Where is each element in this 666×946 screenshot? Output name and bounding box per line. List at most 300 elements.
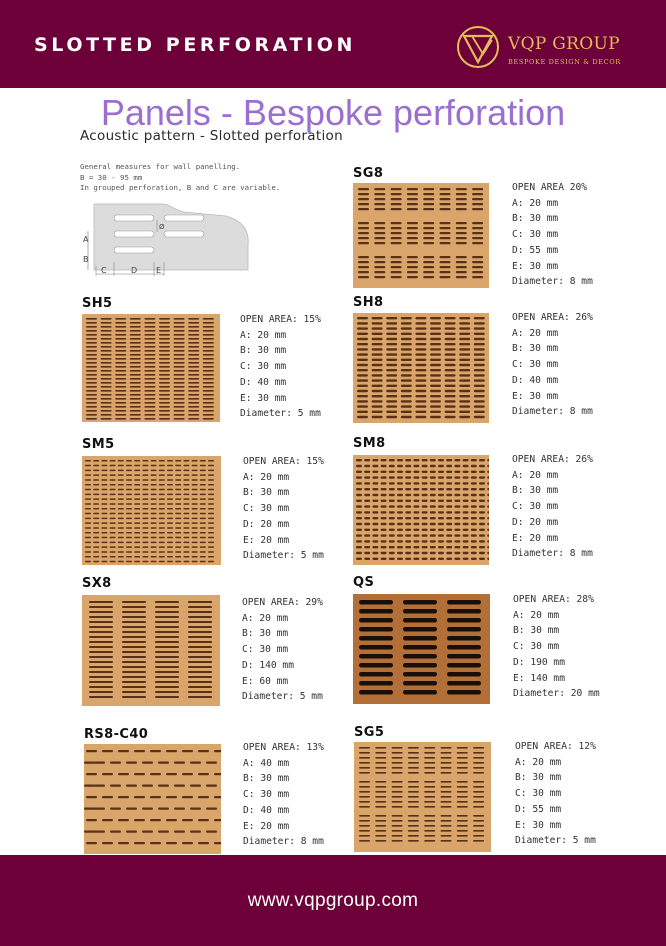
slot-mark [459, 317, 470, 319]
slot-mark [372, 494, 378, 496]
slot-mark [167, 556, 173, 558]
slot-mark [159, 551, 165, 553]
slot-mark [130, 382, 141, 384]
slot-mark [372, 405, 383, 407]
slot-mark [445, 379, 456, 381]
slot-mark [203, 326, 214, 328]
slot-mark [93, 522, 99, 524]
slot-mark [86, 354, 97, 356]
dimension-label-diameter: Ø [159, 223, 165, 231]
slot-mark [208, 489, 214, 491]
slot-mark [110, 494, 116, 496]
slot-mark [474, 359, 485, 361]
slot-mark [126, 518, 132, 520]
slot-mark [381, 523, 387, 525]
slot-mark [401, 390, 412, 392]
slot-mark [473, 806, 484, 808]
slot-mark [126, 522, 132, 524]
slot-mark [430, 517, 436, 519]
slot-mark [392, 840, 403, 842]
slot-mark [188, 354, 199, 356]
slot-mark [159, 370, 170, 372]
slot-mark [479, 517, 485, 519]
dimension-label-b: B [83, 255, 89, 264]
slot-mark [357, 369, 368, 371]
slot-mark [413, 494, 419, 496]
slot-mark [430, 465, 436, 467]
slot-mark [471, 540, 477, 542]
slot-mark [101, 330, 112, 332]
slot-mark [430, 552, 436, 554]
slot-mark [159, 410, 170, 412]
slot-mark [446, 511, 452, 513]
slot-mark [413, 511, 419, 513]
slot-mark [200, 503, 206, 505]
slot-mark [151, 470, 157, 472]
slot-mark [130, 326, 141, 328]
slot-mark [183, 561, 189, 563]
slot-mark [190, 808, 201, 810]
slot-mark [438, 482, 444, 484]
slot-mark [423, 232, 434, 234]
slot-mark [183, 513, 189, 515]
slot-mark [403, 690, 437, 695]
slot-mark [415, 333, 426, 335]
slot-mark [423, 261, 434, 263]
slot-mark [408, 830, 419, 832]
slot-mark [474, 405, 485, 407]
slot-mark [413, 546, 419, 548]
slot-mark [144, 418, 155, 420]
slot-mark [430, 338, 441, 340]
slot-mark [134, 489, 140, 491]
slot-mark [188, 374, 199, 376]
slot-mark [440, 203, 451, 205]
slot-mark [372, 511, 378, 513]
slot-mark [375, 830, 386, 832]
slot-mark [101, 513, 107, 515]
slot-mark [93, 508, 99, 510]
slot-mark [405, 523, 411, 525]
slot-mark [134, 537, 140, 539]
slot-mark [463, 488, 469, 490]
slot-mark [358, 188, 369, 190]
slot-mark [110, 498, 116, 500]
slot-mark [192, 489, 198, 491]
slot-mark [375, 772, 386, 774]
slot-mark [151, 518, 157, 520]
slot-mark [151, 489, 157, 491]
slot-mark [159, 406, 170, 408]
slot-mark [440, 276, 451, 278]
slot-mark [208, 503, 214, 505]
slot-mark [85, 508, 91, 510]
slot-mark [122, 616, 146, 618]
spec-c: C: 30 mm [512, 501, 559, 513]
specs-sm5 [243, 454, 324, 564]
slot-mark [93, 561, 99, 563]
slot-mark [192, 551, 198, 553]
slot-mark [110, 556, 116, 558]
slot-mark [86, 386, 97, 388]
slot-mark [413, 482, 419, 484]
slot-mark [389, 511, 395, 513]
slot-mark [118, 750, 129, 752]
slot-mark [101, 358, 112, 360]
slot-mark [364, 517, 370, 519]
slot-mark [208, 498, 214, 500]
open-area-value: OPEN AREA: 28% [513, 594, 594, 605]
slot-mark [122, 611, 146, 613]
slot-mark [391, 208, 402, 210]
slot-mark [415, 411, 426, 413]
slot-mark [144, 346, 155, 348]
slot-mark [457, 801, 468, 803]
spec-a: A: 20 mm [512, 197, 559, 209]
slot-mark [122, 656, 146, 658]
slot-mark [159, 318, 170, 320]
slot-mark [471, 482, 477, 484]
slot-mark [447, 654, 481, 659]
slot-mark [126, 494, 132, 496]
slot-mark [386, 333, 397, 335]
slot-mark [86, 402, 97, 404]
header-bar [0, 0, 666, 88]
slot-mark [391, 198, 402, 200]
slot-mark [183, 518, 189, 520]
slot-mark [479, 529, 485, 531]
slot-mark [372, 482, 378, 484]
slot-mark [159, 470, 165, 472]
slot-mark [381, 465, 387, 467]
slot-mark [85, 513, 91, 515]
slot-mark [183, 556, 189, 558]
slot-mark [463, 476, 469, 478]
slot-mark [415, 416, 426, 418]
slot-mark [192, 479, 198, 481]
slot-mark [208, 518, 214, 520]
slot-mark [473, 747, 484, 749]
slot-mark [183, 494, 189, 496]
slot-mark [459, 390, 470, 392]
slot-mark [372, 500, 378, 502]
slot-mark [424, 762, 435, 764]
slot-mark [174, 398, 185, 400]
slot-mark [454, 534, 460, 536]
slot-mark [357, 359, 368, 361]
slot-mark [391, 232, 402, 234]
slot-mark [130, 410, 141, 412]
slot-mark [155, 651, 179, 653]
slot-mark [188, 382, 199, 384]
panel-sm5 [82, 456, 221, 565]
slot-mark [110, 460, 116, 462]
slot-mark [174, 334, 185, 336]
slot-mark [86, 406, 97, 408]
slot-mark [208, 494, 214, 496]
slot-mark [381, 459, 387, 461]
slot-mark [386, 411, 397, 413]
slot-mark [372, 322, 383, 324]
slot-mark [471, 546, 477, 548]
slot-mark [159, 513, 165, 515]
slot-mark [364, 511, 370, 513]
slot-mark [405, 529, 411, 531]
spec-b: B: 30 mm [243, 773, 290, 785]
slot-mark [381, 488, 387, 490]
slot-mark [446, 546, 452, 548]
slot-mark [392, 835, 403, 837]
slot-mark [118, 503, 124, 505]
slot-mark [471, 494, 477, 496]
slot-mark [203, 318, 214, 320]
slot-mark [190, 762, 201, 764]
slot-mark [386, 338, 397, 340]
slot-mark [372, 517, 378, 519]
slot-mark [401, 369, 412, 371]
panel-label-sh5: SH5 [82, 296, 113, 311]
slot-mark [174, 342, 185, 344]
slot-mark [159, 334, 170, 336]
slot-mark [407, 208, 418, 210]
slot-mark [155, 656, 179, 658]
slot-mark [372, 333, 383, 335]
slot-mark [159, 556, 165, 558]
slot-mark [200, 465, 206, 467]
slot-mark [167, 479, 173, 481]
slot-mark [479, 482, 485, 484]
slot-mark [142, 831, 153, 833]
spec-d: D: 55 mm [512, 244, 559, 256]
slot-mark [159, 542, 165, 544]
slot-mark [188, 358, 199, 360]
slot-mark [175, 465, 181, 467]
slot-mark [208, 508, 214, 510]
slot-mark [118, 546, 124, 548]
slot-mark [415, 353, 426, 355]
slot-mark [471, 459, 477, 461]
slot-mark [364, 552, 370, 554]
slot-mark [401, 416, 412, 418]
slot-mark [144, 350, 155, 352]
slot-mark [422, 494, 428, 496]
slot-mark [415, 395, 426, 397]
panel-sh5 [82, 314, 220, 422]
slot-mark [126, 503, 132, 505]
panel-sm8 [353, 455, 489, 565]
slot-mark [167, 518, 173, 520]
slot-mark [144, 362, 155, 364]
slot-mark [192, 561, 198, 563]
slot-mark [424, 791, 435, 793]
slot-mark [174, 418, 185, 420]
slot-mark [198, 750, 209, 752]
slot-mark [471, 552, 477, 554]
slot-mark [454, 552, 460, 554]
slot-mark [208, 542, 214, 544]
slot-mark [472, 222, 483, 224]
slot-mark [472, 198, 483, 200]
slot-mark [85, 503, 91, 505]
slot-mark [214, 796, 221, 798]
slot-mark [422, 558, 428, 560]
slot-mark [183, 470, 189, 472]
slot-mark [456, 203, 467, 205]
slot-mark [372, 374, 383, 376]
slot-mark [93, 546, 99, 548]
website-link[interactable]: www.vqpgroup.com [247, 890, 419, 911]
slot-mark [446, 558, 452, 560]
spec-diameter: Diameter: 8 mm [243, 836, 324, 848]
slot-mark [130, 366, 141, 368]
slot-mark [372, 546, 378, 548]
slot-mark [386, 395, 397, 397]
slot-mark [159, 374, 170, 376]
slot-mark [386, 390, 397, 392]
slot-mark [208, 465, 214, 467]
slot-mark [473, 767, 484, 769]
slot-mark [375, 835, 386, 837]
slot-mark [454, 546, 460, 548]
slot-mark [159, 350, 170, 352]
slot-mark [446, 482, 452, 484]
slot-mark [126, 831, 137, 833]
slot-mark [174, 326, 185, 328]
slot-mark [126, 498, 132, 500]
slot-mark [424, 806, 435, 808]
slot-mark [175, 484, 181, 486]
slot-mark [115, 346, 126, 348]
slot-mark [407, 256, 418, 258]
slot-mark [447, 672, 481, 677]
slot-mark [89, 616, 113, 618]
slot-mark [155, 671, 179, 673]
slot-mark [405, 517, 411, 519]
slot-mark [372, 529, 378, 531]
slot-mark [459, 338, 470, 340]
slot-mark [386, 416, 397, 418]
slot-mark [474, 369, 485, 371]
slot-mark [159, 390, 170, 392]
slot-mark [134, 796, 145, 798]
slot-mark [424, 781, 435, 783]
slot-mark [441, 840, 452, 842]
slot-mark [134, 551, 140, 553]
slot-mark [134, 498, 140, 500]
open-area-value: OPEN AREA: 15% [240, 314, 321, 325]
open-area-value: OPEN AREA 20% [512, 182, 588, 193]
slot-mark [115, 414, 126, 416]
slot-mark [188, 398, 199, 400]
slot-mark [372, 558, 378, 560]
slot-mark [364, 505, 370, 507]
slot-mark [192, 556, 198, 558]
slot-mark [110, 474, 116, 476]
slot-mark [446, 523, 452, 525]
slot-mark [381, 552, 387, 554]
slot-mark [479, 505, 485, 507]
slot-mark [151, 532, 157, 534]
slot-mark [85, 484, 91, 486]
slot-mark [430, 476, 436, 478]
slot-mark [389, 459, 395, 461]
slot-mark [403, 627, 437, 632]
slot-mark [441, 772, 452, 774]
slot-mark [415, 385, 426, 387]
slot-mark [440, 222, 451, 224]
slot-mark [472, 227, 483, 229]
slot-mark [101, 362, 112, 364]
slot-mark [115, 382, 126, 384]
slot-mark [430, 511, 436, 513]
slot-mark [142, 762, 153, 764]
slot-mark [167, 561, 173, 563]
slot-mark [144, 398, 155, 400]
slot-mark [144, 402, 155, 404]
slot-mark [144, 330, 155, 332]
slot-mark [206, 762, 217, 764]
slot-mark [471, 471, 477, 473]
slot-mark [441, 835, 452, 837]
slot-mark [364, 523, 370, 525]
slot-mark [440, 261, 451, 263]
slot-mark [375, 815, 386, 817]
slot-mark [430, 379, 441, 381]
slot-mark [430, 540, 436, 542]
spec-e: E: 60 mm [242, 675, 289, 687]
slot-mark [89, 626, 113, 628]
slot-mark [101, 542, 107, 544]
slot-mark [445, 390, 456, 392]
slot-mark [192, 527, 198, 529]
slot-mark [479, 476, 485, 478]
slot-mark [130, 354, 141, 356]
slot-mark [474, 343, 485, 345]
slot-mark [474, 364, 485, 366]
intro-line: B = 30 - 95 mm [80, 172, 143, 182]
slot-mark [415, 374, 426, 376]
slot-mark [151, 542, 157, 544]
slot-mark [188, 386, 199, 388]
slot-mark [200, 460, 206, 462]
slot-mark [375, 752, 386, 754]
slot-mark [130, 330, 141, 332]
slot-mark [381, 558, 387, 560]
slot-mark [364, 471, 370, 473]
slot-mark [192, 513, 198, 515]
slot-mark [93, 489, 99, 491]
slot-mark [101, 465, 107, 467]
slot-mark [454, 500, 460, 502]
slot-mark [424, 820, 435, 822]
slot-mark [457, 786, 468, 788]
slot-mark [441, 830, 452, 832]
spec-c: C: 30 mm [243, 789, 290, 801]
slot-mark [459, 405, 470, 407]
slot-mark [167, 465, 173, 467]
slot-mark [374, 266, 385, 268]
slot-mark [441, 786, 452, 788]
specs-sx8 [242, 595, 323, 705]
slot-mark [93, 556, 99, 558]
spec-diameter: Diameter: 20 mm [513, 688, 600, 700]
slot-mark [447, 690, 481, 695]
slot-mark [167, 494, 173, 496]
slot-mark [155, 616, 179, 618]
slot-mark [403, 636, 437, 641]
slot-mark [397, 465, 403, 467]
slot-mark [405, 459, 411, 461]
